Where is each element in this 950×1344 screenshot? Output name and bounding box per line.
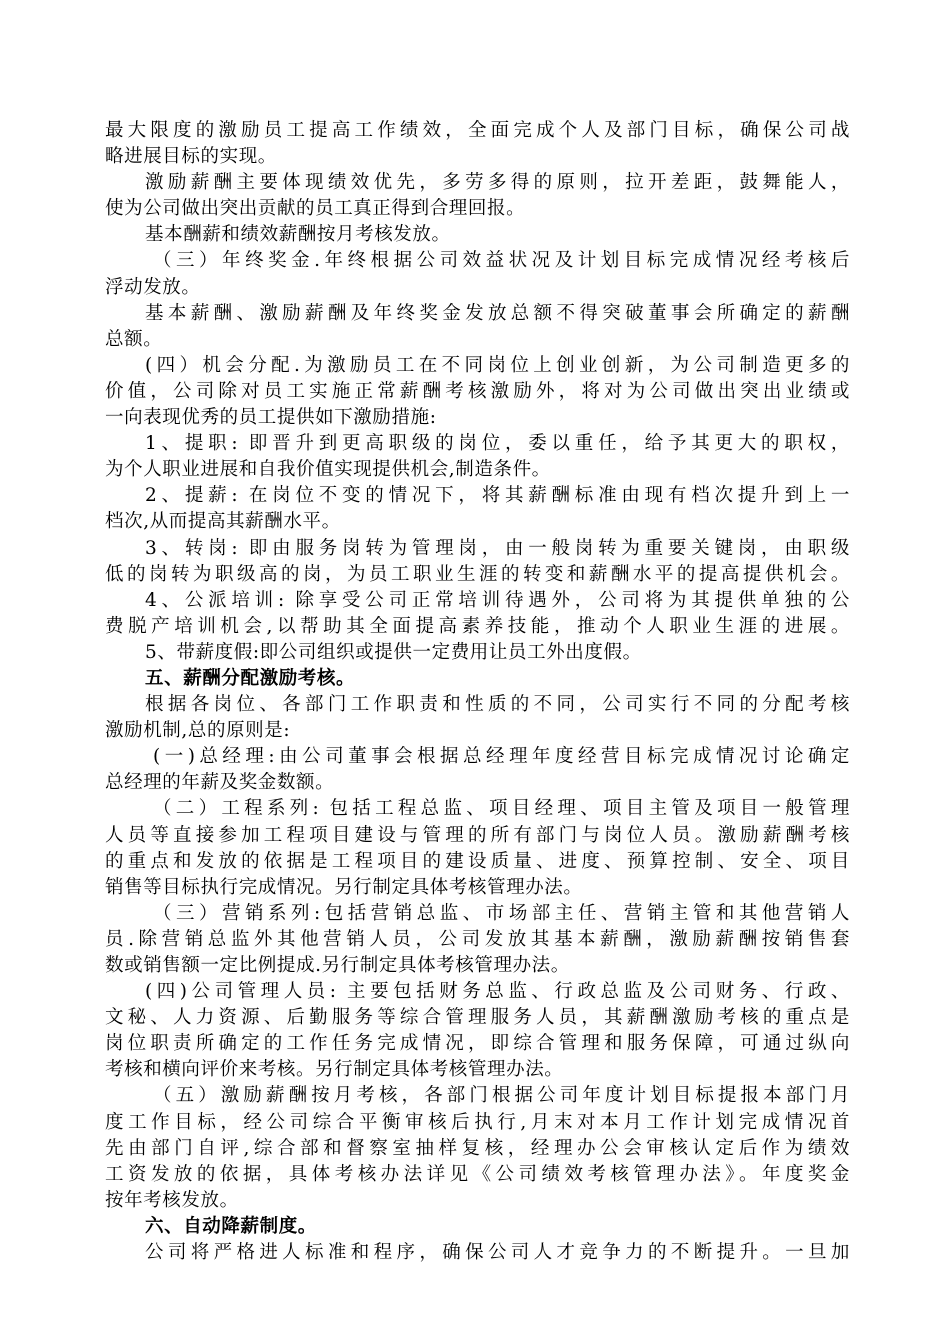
text-line: 激励机制,总的原则是: [105,720,291,742]
text-line: 总额。 [105,328,163,350]
text-line: 员.除营销总监外其他营销人员，公司发放其基本薪酬，激励薪酬按销售套 [105,928,850,950]
text-line: 价值，公司除对员工实施正常薪酬考核激励外，将对为公司做出突出业绩或 [105,380,850,402]
text-line: 3、转岗: 即由服务岗转为管理岗，由一般岗转为重要关键岗，由职级 [145,537,850,559]
text-line: 最大限度的激励员工提高工作绩效，全面完成个人及部门目标，确保公司战 [105,120,850,141]
text-line: 基本酬薪和绩效薪酬按月考核发放。 [145,224,451,246]
text-line: （三）营销系列:包括营销总监、市场部主任、营销主管和其他营销人 [153,902,850,924]
text-line: 总经理的年薪及奖金数额。 [105,772,335,794]
text-line: 4、公派培训: 除享受公司正常培训待遇外，公司将为其提供单独的公 [145,589,850,611]
text-line: 的重点和发放的依据是工程项目的建设质量、进度、预算控制、安全、项目 [105,850,850,872]
text-line: （五）激励薪酬按月考核，各部门根据公司年度计划目标提报本部门月 [153,1085,850,1107]
text-line: 档次,从而提高其薪酬水平。 [105,511,341,533]
text-line: （二）工程系列: 包括工程总监、项目经理、项目主管及项目一般管理 [153,798,850,820]
text-line: 根据各岗位、各部门工作职责和性质的不同，公司实行不同的分配考核 [145,694,850,716]
text-line: 岗位职责所确定的工作任务完成情况，即综合管理和服务保障，可通过纵向 [105,1033,850,1055]
text-line: （三）年终奖金.年终根据公司效益状况及计划目标完成情况经考核后 [153,250,850,272]
text-line: 数或销售额一定比例提成.另行制定具体考核管理办法。 [105,955,570,976]
text-line: 一向表现优秀的员工提供如下激励措施: [105,407,437,429]
text-line: 考核和横向评价来考核。另行制定具体考核管理办法。 [105,1059,564,1081]
text-line: 公司将严格进人标准和程序，确保公司人才竞争力的不断提升。一旦加 [145,1242,850,1264]
section-heading: 五、薪酬分配激励考核。 [145,667,356,689]
text-line: 略进展目标的实现。 [105,146,277,168]
text-line: 费脱产培训机会,以帮助其全面提高素养技能，推动个人职业生涯的进展。 [105,615,850,637]
text-line: 度工作目标，经公司综合平衡审核后执行,月末对本月工作计划完成情况首 [105,1111,850,1133]
text-line: 先由部门自评,综合部和督察室抽样复核，经理办公会审核认定后作为绩效 [105,1137,850,1159]
text-line: (四)公司管理人员: 主要包括财务总监、行政总监及公司财务、行政、 [145,981,850,1003]
text-line: 2、提薪: 在岗位不变的情况下，将其薪酬标准由现有档次提升到上一 [145,485,850,507]
text-line: 低的岗转为职级高的岗，为员工职业生涯的转变和薪酬水平的提高提供机会。 [105,563,850,585]
text-line: 为个人职业进展和自我价值实现提供机会,制造条件。 [105,459,551,481]
text-line: (一)总经理:由公司董事会根据总经理年度经营目标完成情况讨论确定 [153,746,850,768]
text-line: 销售等目标执行完成情况。另行制定具体考核管理办法。 [105,876,583,898]
text-line: 人员等直接参加工程项目建设与管理的所有部门与岗位人员。激励薪酬考核 [105,824,850,846]
text-line: 按年考核发放。 [105,1189,239,1211]
section-heading: 六、自动降薪制度。 [145,1215,317,1237]
text-line: 5、带薪度假:即公司组织或提供一定费用让员工外出度假。 [145,641,642,663]
text-line: 1、提职: 即晋升到更高职级的岗位，委以重任，给予其更大的职权， [145,433,850,455]
document-body [105,118,850,1266]
text-line: (四）机会分配.为激励员工在不同岗位上创业创新，为公司制造更多的 [145,354,850,376]
text-line: 激励薪酬主要体现绩效优先，多劳多得的原则，拉开差距，鼓舞能人， [145,172,850,194]
text-line: 浮动发放。 [105,276,201,298]
text-line: 基本薪酬、激励薪酬及年终奖金发放总额不得突破董事会所确定的薪酬 [145,302,850,324]
text-line: 文秘、人力资源、后勤服务等综合管理服务人员，其薪酬激励考核的重点是 [105,1007,850,1029]
text-line: 使为公司做出突出贡献的员工真正得到合理回报。 [105,198,526,220]
text-line: 工资发放的依据，具体考核办法详见《公司绩效考核管理办法》。年度奖金 [105,1163,850,1185]
